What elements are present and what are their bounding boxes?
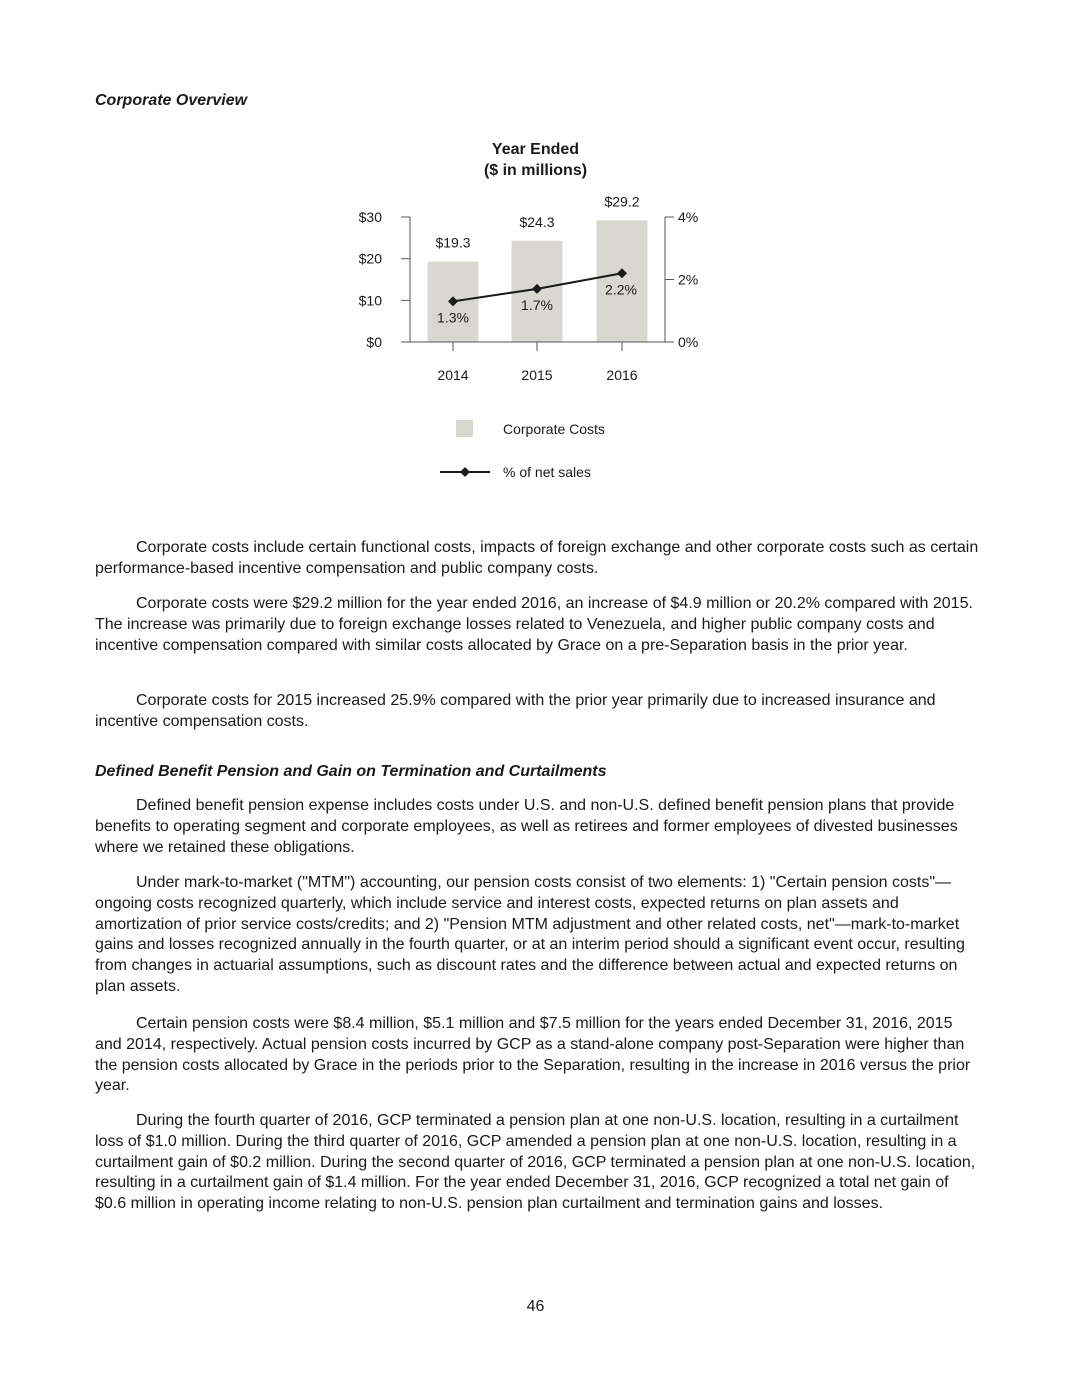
left-tick-label: $10 bbox=[358, 292, 382, 309]
paragraph: Under mark-to-market ("MTM") accounting, our pension costs consist of two elements: 1) "Certain pension costs"—ongoing costs recognized quarterly, which include service and interest costs, expected returns on plan assets and amortization of prior service costs/credits; and 2) "Pension MTM adjustment and other related costs, net"—mark-to-market gains and losses recognized annually in the fourth quarter, or at an interim period should a significant event occur, resulting from changes in actuarial assumptions, such as discount rates and the difference between actual and expected returns on plan assets. bbox=[95, 874, 965, 995]
paragraph: Certain pension costs were $8.4 million, $5.1 million and $7.5 million for the years ended December 31, 2016, 2015 and 2014, respectively. Actual pension costs incurred by GCP as a stand-alone company post-Separation were higher than the pension costs allocated by Grace in the periods prior to the Separation, resulting in the increase in 2016 versus the prior year. bbox=[95, 1015, 971, 1095]
line-value-label: 1.7% bbox=[521, 296, 553, 313]
left-tick-label: $30 bbox=[358, 209, 382, 225]
x-tick-label: 2015 bbox=[521, 367, 553, 383]
right-tick-label: 2% bbox=[678, 271, 699, 288]
legend-label-corporate-costs: Corporate Costs bbox=[503, 421, 605, 437]
paragraph: During the fourth quarter of 2016, GCP terminated a pension plan at one non-U.S. location, resulting in a curtailment loss of $1.0 million. During the third quarter of 2016, GCP amended a pension plan at one non-U.S. location, resulting in a curtailment gain of $0.2 million. During the second quarter of 2016, GCP terminated a pension plan at one non-U.S. location, resulting in a curtailment gain of $1.4 million. For the year ended December 31, 2016, GCP recognized a total net gain of $0.6 million in operating income relating to non-U.S. pension plan curtailment and termination gains and losses. bbox=[95, 1112, 976, 1213]
legend-marker-net-sales bbox=[460, 467, 470, 477]
paragraph: Corporate costs were $29.2 million for the year ended 2016, an increase of $4.9 million or 20.2% compared with 2015. The increase was primarily due to foreign exchange losses related to Venezuela, and higher public company costs and incentive compensation compared with similar costs allocated by Grace on a pre-Separation basis in the prior year. bbox=[95, 595, 973, 654]
left-tick-label: $20 bbox=[358, 250, 382, 267]
x-tick-label: 2014 bbox=[437, 367, 469, 383]
paragraph: Corporate costs include certain functional costs, impacts of foreign exchange and other corporate costs such as certain performance-based incentive compensation and public company costs. bbox=[95, 539, 979, 577]
legend-swatch-corporate-costs bbox=[456, 420, 473, 437]
chart-plot bbox=[0, 180, 1071, 500]
paragraph: Corporate costs for 2015 increased 25.9% compared with the prior year primarily due to increased insurance and incentive compensation costs. bbox=[95, 692, 936, 730]
left-tick-label: $0 bbox=[366, 334, 382, 350]
right-tick-label: 4% bbox=[678, 209, 699, 225]
page-number: 46 bbox=[526, 1298, 545, 1315]
section-heading-pension: Defined Benefit Pension and Gain on Termination and Curtailments bbox=[95, 763, 607, 780]
x-tick-label: 2016 bbox=[606, 367, 638, 383]
line-value-label: 1.3% bbox=[437, 309, 469, 326]
paragraph: Defined benefit pension expense includes costs under U.S. and non-U.S. defined benefit pension plans that provide benefits to operating segment and corporate employees, as well as retirees and former employees of divested businesses where we retained these obligations. bbox=[95, 797, 958, 856]
bar-value-label: $19.3 bbox=[435, 234, 471, 251]
line-value-label: 2.2% bbox=[605, 281, 637, 298]
legend-label-net-sales: % of net sales bbox=[503, 464, 591, 480]
chart-title-line1: Year Ended bbox=[491, 141, 580, 158]
section-heading-corporate-overview: Corporate Overview bbox=[95, 92, 248, 109]
bar-value-label: $24.3 bbox=[519, 213, 555, 230]
right-tick-label: 0% bbox=[678, 334, 699, 350]
bar-value-label: $29.2 bbox=[604, 193, 640, 210]
chart-title-line2: ($ in millions) bbox=[483, 162, 588, 179]
